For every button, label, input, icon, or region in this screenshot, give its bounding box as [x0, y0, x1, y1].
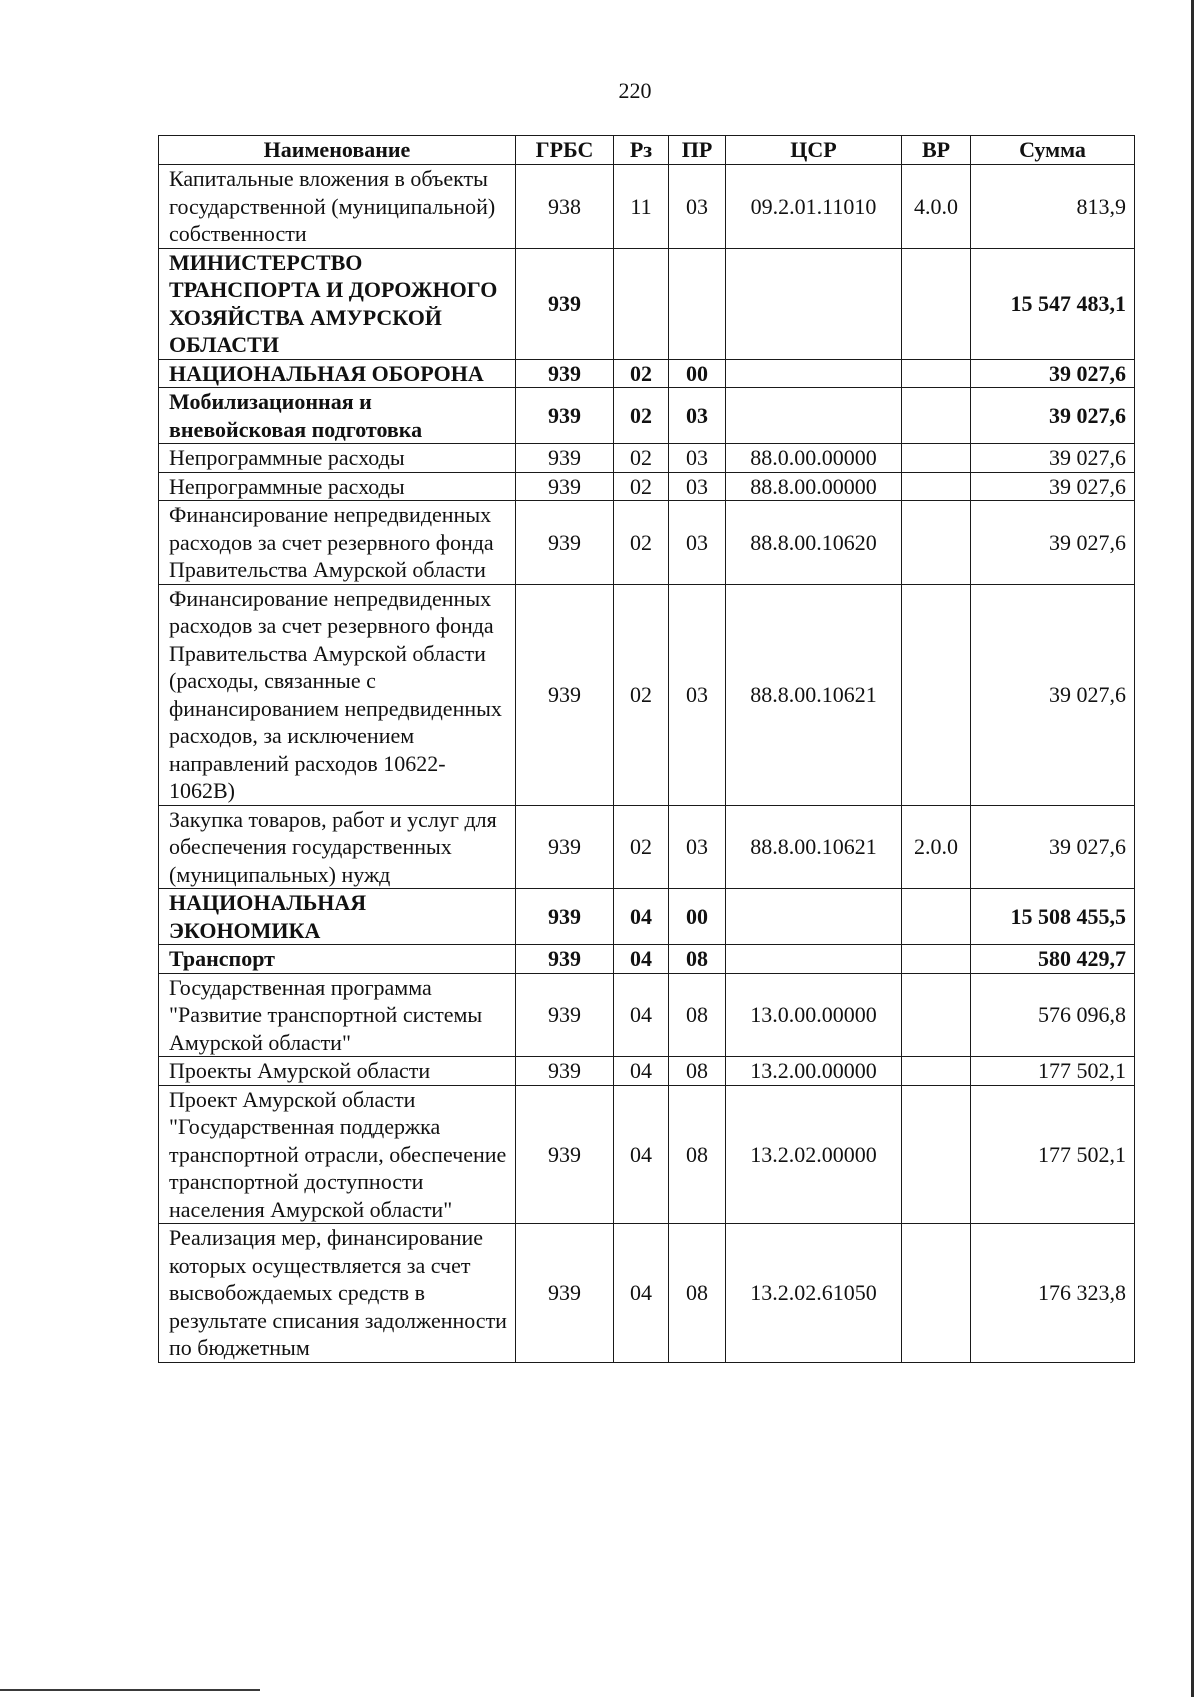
cell-grbs: 939 — [516, 889, 614, 945]
cell-sum: 580 429,7 — [971, 945, 1135, 974]
cell-rz: 02 — [614, 388, 669, 444]
cell-csr: 13.0.00.00000 — [726, 973, 902, 1057]
cell-grbs: 939 — [516, 945, 614, 974]
scan-edge-line — [1191, 0, 1194, 1697]
header-vr: ВР — [902, 136, 971, 165]
cell-pr: 08 — [669, 1057, 726, 1086]
cell-pr: 08 — [669, 1085, 726, 1224]
cell-vr — [902, 1224, 971, 1363]
cell-csr: 13.2.00.00000 — [726, 1057, 902, 1086]
cell-csr — [726, 889, 902, 945]
cell-rz: 02 — [614, 584, 669, 805]
header-rz: Рз — [614, 136, 669, 165]
cell-rz: 02 — [614, 444, 669, 473]
cell-sum: 176 323,8 — [971, 1224, 1135, 1363]
cell-vr — [902, 945, 971, 974]
cell-sum: 39 027,6 — [971, 472, 1135, 501]
cell-pr: 03 — [669, 584, 726, 805]
cell-csr — [726, 359, 902, 388]
cell-name: Закупка товаров, работ и услуг для обеспечения государственных (муниципальных) нужд — [159, 805, 516, 889]
cell-rz: 02 — [614, 501, 669, 585]
table-row — [159, 805, 1135, 889]
cell-grbs: 939 — [516, 359, 614, 388]
cell-name: Капитальные вложения в объекты государственной (муниципальной) собственности — [159, 165, 516, 249]
cell-sum: 39 027,6 — [971, 584, 1135, 805]
cell-csr — [726, 248, 902, 359]
cell-rz: 04 — [614, 889, 669, 945]
cell-name: Реализация мер, финансирование которых осуществляется за счет высвобождаемых средств в результате списания задолженности по бюджетным — [159, 1224, 516, 1363]
cell-csr: 88.0.00.00000 — [726, 444, 902, 473]
cell-sum: 15 508 455,5 — [971, 889, 1135, 945]
cell-vr: 2.0.0 — [902, 805, 971, 889]
table-row — [159, 359, 1135, 388]
cell-vr — [902, 359, 971, 388]
cell-csr: 88.8.00.10620 — [726, 501, 902, 585]
scan-bottom-line — [0, 1689, 260, 1691]
cell-csr — [726, 388, 902, 444]
cell-rz: 02 — [614, 805, 669, 889]
cell-pr: 00 — [669, 889, 726, 945]
cell-sum: 39 027,6 — [971, 501, 1135, 585]
cell-pr: 03 — [669, 501, 726, 585]
cell-vr — [902, 248, 971, 359]
cell-name: НАЦИОНАЛЬНАЯ ОБОРОНА — [159, 359, 516, 388]
table-row — [159, 165, 1135, 249]
cell-name: Мобилизационная и вневойсковая подготовка — [159, 388, 516, 444]
cell-grbs: 939 — [516, 805, 614, 889]
budget-table — [158, 135, 1135, 1363]
cell-rz: 04 — [614, 1224, 669, 1363]
cell-rz: 04 — [614, 1057, 669, 1086]
cell-grbs: 939 — [516, 1085, 614, 1224]
cell-sum: 813,9 — [971, 165, 1135, 249]
cell-csr: 88.8.00.00000 — [726, 472, 902, 501]
table-row — [159, 973, 1135, 1057]
header-sum: Сумма — [971, 136, 1135, 165]
header-grbs: ГРБС — [516, 136, 614, 165]
cell-sum: 39 027,6 — [971, 359, 1135, 388]
cell-pr: 08 — [669, 1224, 726, 1363]
cell-rz: 02 — [614, 472, 669, 501]
cell-csr — [726, 945, 902, 974]
cell-rz: 04 — [614, 1085, 669, 1224]
cell-vr — [902, 584, 971, 805]
cell-name: Проекты Амурской области — [159, 1057, 516, 1086]
cell-csr: 13.2.02.00000 — [726, 1085, 902, 1224]
cell-grbs: 939 — [516, 973, 614, 1057]
cell-pr: 03 — [669, 388, 726, 444]
cell-pr: 03 — [669, 472, 726, 501]
cell-vr — [902, 388, 971, 444]
header-pr: ПР — [669, 136, 726, 165]
table-row — [159, 444, 1135, 473]
cell-sum: 39 027,6 — [971, 805, 1135, 889]
cell-name: Проект Амурской области "Государственная поддержка транспортной отрасли, обеспечение транспортной доступности населения Амурской области" — [159, 1085, 516, 1224]
cell-grbs: 938 — [516, 165, 614, 249]
table-row — [159, 1057, 1135, 1086]
cell-vr: 4.0.0 — [902, 165, 971, 249]
table-row — [159, 501, 1135, 585]
table-header-row — [159, 136, 1135, 165]
cell-vr — [902, 472, 971, 501]
cell-pr: 03 — [669, 444, 726, 473]
cell-pr: 08 — [669, 945, 726, 974]
header-name: Наименование — [159, 136, 516, 165]
table-row — [159, 584, 1135, 805]
cell-name: Непрограммные расходы — [159, 472, 516, 501]
cell-sum: 177 502,1 — [971, 1085, 1135, 1224]
cell-csr: 13.2.02.61050 — [726, 1224, 902, 1363]
cell-name: Государственная программа "Развитие транспортной системы Амурской области" — [159, 973, 516, 1057]
table-row — [159, 388, 1135, 444]
table-row — [159, 1085, 1135, 1224]
cell-rz: 04 — [614, 973, 669, 1057]
table-row — [159, 248, 1135, 359]
cell-grbs: 939 — [516, 388, 614, 444]
cell-grbs: 939 — [516, 584, 614, 805]
cell-grbs: 939 — [516, 501, 614, 585]
cell-name: НАЦИОНАЛЬНАЯ ЭКОНОМИКА — [159, 889, 516, 945]
cell-vr — [902, 973, 971, 1057]
cell-name: Транспорт — [159, 945, 516, 974]
cell-rz: 02 — [614, 359, 669, 388]
cell-sum: 39 027,6 — [971, 388, 1135, 444]
cell-sum: 177 502,1 — [971, 1057, 1135, 1086]
cell-name: Непрограммные расходы — [159, 444, 516, 473]
cell-name: Финансирование непредвиденных расходов за счет резервного фонда Правительства Амурской области (расходы, связанные с финансированием непредвиденных расходов, за исключением направлений расходов 10622-1062В) — [159, 584, 516, 805]
table-row — [159, 1224, 1135, 1363]
cell-sum: 39 027,6 — [971, 444, 1135, 473]
cell-pr: 03 — [669, 165, 726, 249]
cell-grbs: 939 — [516, 1224, 614, 1363]
cell-vr — [902, 889, 971, 945]
cell-sum: 576 096,8 — [971, 973, 1135, 1057]
cell-csr: 88.8.00.10621 — [726, 805, 902, 889]
table-row — [159, 945, 1135, 974]
cell-pr: 00 — [669, 359, 726, 388]
cell-rz — [614, 248, 669, 359]
cell-csr: 88.8.00.10621 — [726, 584, 902, 805]
cell-vr — [902, 1057, 971, 1086]
cell-name: МИНИСТЕРСТВО ТРАНСПОРТА И ДОРОЖНОГО ХОЗЯЙСТВА АМУРСКОЙ ОБЛАСТИ — [159, 248, 516, 359]
cell-rz: 11 — [614, 165, 669, 249]
page-number: 220 — [618, 78, 652, 103]
cell-vr — [902, 444, 971, 473]
cell-rz: 04 — [614, 945, 669, 974]
cell-vr — [902, 501, 971, 585]
table-row — [159, 472, 1135, 501]
cell-sum: 15 547 483,1 — [971, 248, 1135, 359]
table-body — [159, 165, 1135, 1363]
table-row — [159, 889, 1135, 945]
header-csr: ЦСР — [726, 136, 902, 165]
cell-grbs: 939 — [516, 472, 614, 501]
cell-pr: 08 — [669, 973, 726, 1057]
cell-grbs: 939 — [516, 248, 614, 359]
cell-name: Финансирование непредвиденных расходов за счет резервного фонда Правительства Амурской области — [159, 501, 516, 585]
cell-vr — [902, 1085, 971, 1224]
cell-pr — [669, 248, 726, 359]
cell-pr: 03 — [669, 805, 726, 889]
cell-csr: 09.2.01.11010 — [726, 165, 902, 249]
cell-grbs: 939 — [516, 444, 614, 473]
cell-grbs: 939 — [516, 1057, 614, 1086]
